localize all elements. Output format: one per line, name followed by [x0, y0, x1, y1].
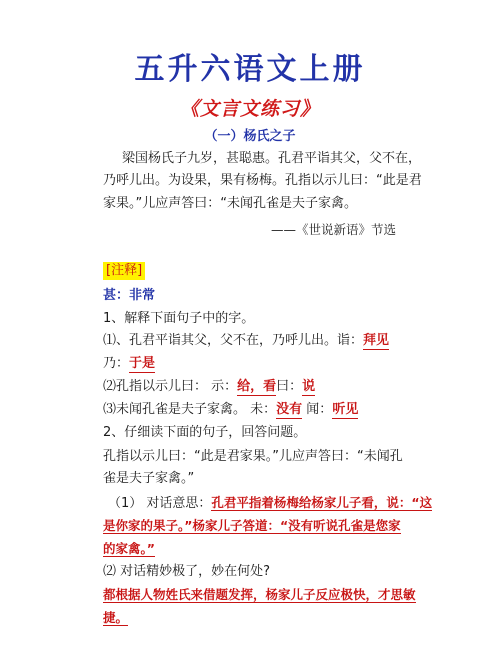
- q1-sentence-1b: [103, 354, 155, 374]
- section-title: （一）杨氏之子: [204, 129, 296, 144]
- q2-p1-answer-2: [103, 516, 401, 536]
- q2-quote-line-2: 雀是夫子家禽。”: [103, 471, 195, 486]
- q1-s3-text: ⑶未闻孔雀是夫子家禽。 未：: [103, 402, 277, 417]
- q1-s1-answer: 拜见: [363, 333, 390, 348]
- q1-s1b-answer: 于是: [129, 356, 156, 371]
- q1-heading: 1、解释下面句子中的字。: [103, 311, 255, 326]
- passage-source: ——《世说新语》节选: [270, 222, 396, 237]
- notes-tag: [注释]: [103, 262, 145, 280]
- q2-p2-answer-2-text: 捷。: [103, 610, 129, 625]
- q2-p1-label: （1） 对话意思：: [108, 496, 212, 511]
- q1-s3b-label: 闻：: [306, 402, 333, 417]
- page-title: 五升六语文上册: [134, 52, 366, 87]
- q1-sentence-3: [103, 400, 358, 420]
- q2-p2-answer-1-text: 都根据人物姓氏来借题发挥，杨家儿子反应极快，才思敏: [103, 587, 416, 602]
- q2-part-2: ⑵ 对话精妙极了，妙在何处?: [103, 564, 271, 579]
- q2-p1-answer-3: [103, 539, 155, 559]
- q2-p2-answer-1: [103, 585, 416, 605]
- q2-p2-answer-2: [103, 608, 128, 628]
- q1-s2b-answer: 说: [302, 379, 316, 394]
- q1-sentence-2: [103, 377, 315, 397]
- q2-heading: 2、仔细读下面的句子，回答问题。: [103, 425, 307, 440]
- q2-part-1: [108, 493, 432, 514]
- q1-s2b-label: 曰：: [276, 379, 303, 394]
- passage-line-3: 家果。”儿应声答曰：“未闻孔雀是夫子家禽。: [103, 196, 357, 211]
- q1-s3b-answer: 听见: [332, 402, 359, 417]
- q1-sentence-1: [103, 331, 389, 351]
- q2-quote-line-1: 孔指以示儿曰：“此是君家果。”儿应声答曰：“未闻孔: [103, 449, 403, 464]
- passage-line-1: 梁国杨氏子九岁，甚聪惠。孔君平诣其父，父不在，: [122, 151, 422, 166]
- q2-p1-answer-2-text: 是你家的果子。”杨家儿子答道：“没有听说孔雀是您家: [103, 518, 401, 533]
- q1-s2-text: ⑵孔指以示儿曰： 示：: [103, 379, 238, 394]
- q1-s2-answer: 给，看: [237, 379, 277, 394]
- q1-s1b-label: 乃：: [103, 356, 130, 371]
- q1-s3-answer: 没有: [276, 402, 303, 417]
- q2-p1-answer-1: 孔君平指着杨梅给杨家儿子看，说：“这: [211, 495, 433, 510]
- note-item: 甚：非常: [103, 288, 156, 303]
- q2-p1-answer-3-text: 的家禽。”: [103, 541, 155, 556]
- passage-line-2: 乃呼儿出。为设果，果有杨梅。孔指以示儿曰：“此是君: [103, 173, 422, 188]
- q1-s1-text: ⑴、孔君平诣其父，父不在，乃呼儿出。诣：: [103, 333, 364, 348]
- worksheet-subtitle: 《文言文练习》: [179, 98, 320, 120]
